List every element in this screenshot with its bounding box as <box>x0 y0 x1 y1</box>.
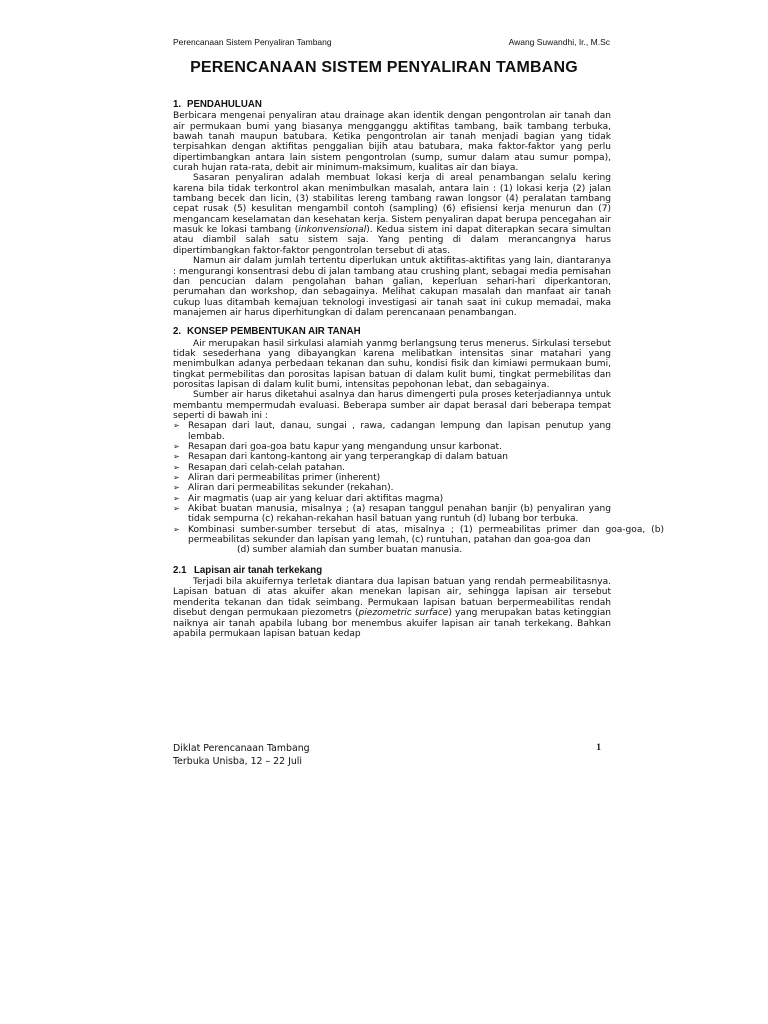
list-item <box>173 421 611 442</box>
section-2-1-number: 2.1 <box>173 564 187 576</box>
arrowhead-bullet-icon: ➢ <box>173 524 180 534</box>
section-1-paragraph-3: Namun air dalam jumlah tertentu diperlukan untuk aktifitas-aktifitas yang lain, diantaranya : mengurangi konsentrasi debu di jalan tambang atau crushing plant, sebagai media pemisahan dan pencucian dalam pengolahan bahan galian, keperluan sehari-hari diperkantoran, perumahan dan workshop, dan sebagainya. Melihat cakupan masalah dan manfaat air tanah cukup luas ditambah kemajuan teknologi investigasi air tanah saat ini cukup memadai, maka manajemen air harus diperhitungkan di dalam perencanaan penambangan. <box>173 256 611 318</box>
section-1-paragraph-2-italic: inkonvensional <box>298 225 367 236</box>
list-item-text: Resapan dari laut, danau, sungai , rawa, cadangan lempung dan lapisan penutup yang lembab. <box>188 421 611 442</box>
combination-text-continued: (d) sumber alamiah dan sumber buatan manusia. <box>237 545 463 556</box>
section-2-number: 2. <box>173 326 182 338</box>
section-1-paragraph-2-text-a: Sasaran penyaliran adalah membuat lokasi kerja di areal penambangan selalu kering karena bila tidak terkontrol akan menimbulkan masalah, antara lain : (1) lokasi kerja (2) jalan tambang becek dan licin, (3) stabilitas lereng tambang rawan longsor (4) peralatan tambang cepat rusak (5) kesulitan mengambil contoh (sampling) (6) efisiensi kerja menurun dan (7) mengancam keselamatan dan kesehatan kerja. Sistem penyaliran dapat berupa pencegahan air masuk ke lokasi tambang ( <box>173 173 611 236</box>
section-2-1-italic: piezometric surface <box>358 608 449 619</box>
header-left-text: Perencanaan Sistem Penyaliran Tambang <box>173 37 332 47</box>
list-item <box>173 483 611 493</box>
list-item <box>173 473 611 483</box>
list-item-text: Aliran dari permeabilitas sekunder (rekahan). <box>188 483 394 494</box>
section-2-1-heading <box>173 566 611 576</box>
water-source-list <box>173 421 611 524</box>
section-2-1-text-a: Terjadi bila akuifernya terletak diantara dua lapisan batuan yang rendah permeabilitasnya. Lapisan batuan di atas akuifer akan menekan lapisan air, sehingga lapisan air tersebut menderita tekanan dan tidak seimbang. Permukaan lapisan batuan berpermeabilitas rendah disebut dengan permukaan piezometrs ( <box>173 577 611 619</box>
section-1-paragraph-2 <box>173 173 611 256</box>
section-1-heading <box>173 100 611 110</box>
section-1-paragraph-1: Berbicara mengenai penyaliran atau drainage akan identik dengan pengontrolan air tanah dan air permukaan bumi yang biasanya mengganggu aktifitas tambang, baik tambang terbuka, bawah tanah maupun batubara. Ketika pengontrolan air tanah menjadi bagian yang tidak terpisahkan dengan aktifitas penggalian bijih atau batubara, maka faktor-faktor yang perlu dipertimbangkan antara lain sistem pengontrolan (sump, sumur dalam atau sumur pompa), curah hujan rata-rata, debit air minimum-maksimum, kualitas air dan biaya. <box>173 111 611 174</box>
section-2-title: KONSEP PEMBENTUKAN AIR TANAH <box>187 326 361 338</box>
list-item <box>173 494 611 504</box>
document-title: PERENCANAAN SISTEM PENYALIRAN TAMBANG <box>190 59 578 76</box>
section-1-paragraph-2-text-b: ). Kedua sistem ini dapat diterapkan secara simultan atau diambil salah satu sistem saja. Yang penting di dalam merancangnya harus dipertimbangkan faktor-faktor pengontrolan tersebut di atas. <box>173 225 612 256</box>
header-author: Awang Suwandhi, Ir., M.Sc <box>508 37 610 47</box>
list-item-text: Akibat buatan manusia, misalnya ; (a) resapan tanggul penahan banjir (b) penyaliran yang tidak sempurna (c) rekahan-rekahan hasil batuan yang runtuh (d) lubang bor terbuka. <box>188 504 611 525</box>
list-item-text: Resapan dari kantong-kantong air yang terperangkap di dalam batuan <box>188 452 509 463</box>
arrowhead-bullet-icon: ➢ <box>173 504 180 514</box>
section-2-1-paragraph-1 <box>173 577 611 639</box>
arrowhead-bullet-icon: ➢ <box>173 462 180 472</box>
arrowhead-bullet-icon: ➢ <box>173 483 180 493</box>
arrowhead-bullet-icon: ➢ <box>173 473 180 483</box>
list-item-text: Aliran dari permeabilitas primer (inherent) <box>188 473 381 484</box>
list-item-text: Air magmatis (uap air yang keluar dari aktifitas magma) <box>188 493 444 504</box>
list-item-text: Resapan dari celah-celah patahan. <box>188 462 346 473</box>
list-item <box>173 525 664 556</box>
document-body <box>173 99 664 639</box>
arrowhead-bullet-icon: ➢ <box>173 421 180 431</box>
section-2-heading <box>173 327 611 337</box>
section-1-number: 1. <box>173 99 182 110</box>
page-number: 1 <box>596 743 601 753</box>
list-item <box>173 452 611 462</box>
footer-line-2: Terbuka Unisba, 12 – 22 Juli <box>173 756 302 767</box>
page-footer <box>173 742 611 768</box>
section-2-paragraph-1: Air merupakan hasil sirkulasi alamiah yanmg berlangsung terus menerus. Sirkulasi tersebut tidak sesederhana yang dibayangkan karena melibatkan intensitas sinar matahari yang menimbulkan adanya perbedaan tekanan dan suhu, kondisi fisik dan kimiawi permukaan bumi, tingkat permebilitas dan porositas lapisan batuan di dalam kulit bumi, tingkat permebilitas dan porositas lapisan di dalam kulit bumi, intensitas pepohonan lebat, dan sebagainya. <box>173 338 611 390</box>
footer-line-1: Diklat Perencanaan Tambang <box>173 743 310 754</box>
section-2-paragraph-2: Sumber air harus diketahui asalnya dan harus dimengerti pula proses keterjadiannya untuk membantu mempermudah evaluasi. Beberapa sumber air dapat berasal dari beberapa tempat seperti di bawah ini : <box>173 390 611 421</box>
list-item <box>173 442 611 452</box>
arrowhead-bullet-icon: ➢ <box>173 493 180 503</box>
list-item <box>173 463 611 473</box>
section-1-title: PENDAHULUAN <box>187 99 262 110</box>
arrowhead-bullet-icon: ➢ <box>173 452 180 462</box>
arrowhead-bullet-icon: ➢ <box>173 442 180 451</box>
list-item-text: Resapan dari goa-goa batu kapur yang mengandung unsur karbonat. <box>188 442 502 452</box>
combination-list <box>173 525 664 556</box>
section-2-1-title: Lapisan air tanah terkekang <box>194 564 323 576</box>
combination-text: Kombinasi sumber-sumber tersebut di atas, misalnya ; (1) permeabilitas primer dan goa-goa, (b) permeabilitas sekunder dan lapisan yang lemah, (c) runtuhan, patahan dan goa-goa dan <box>188 524 664 546</box>
section-2-1-text-b: ) yang merupakan batas ketinggian naiknya air tanah apabila lubang bor menembus akuifer lapisan air tanah terkekang. Bahkan apabila permukaan lapisan batuan kedap <box>173 608 611 639</box>
list-item <box>173 504 611 525</box>
